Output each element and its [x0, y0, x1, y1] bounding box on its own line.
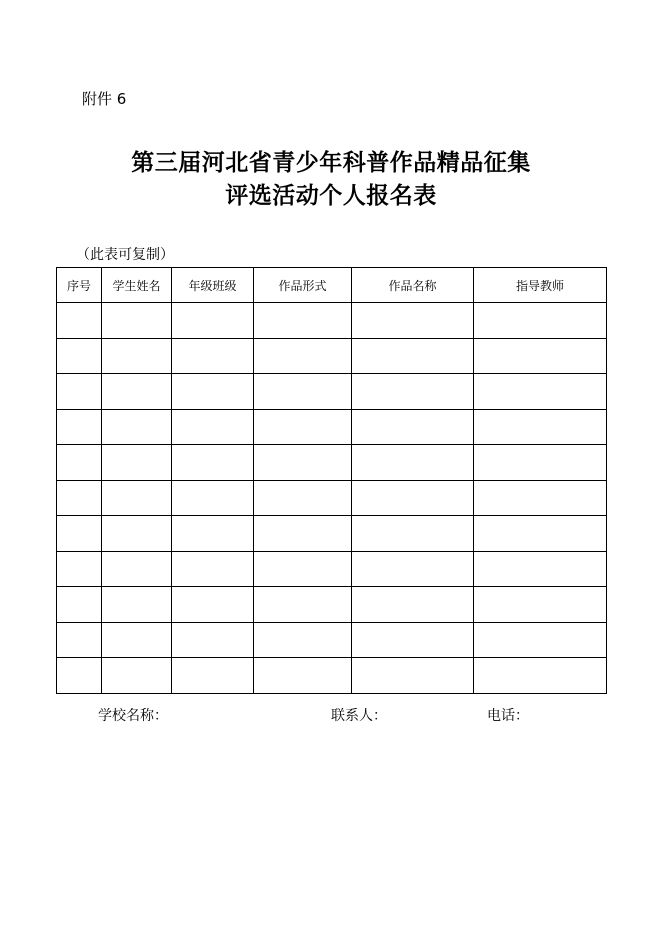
cell-index — [57, 338, 102, 374]
cell-work-title — [352, 303, 474, 339]
contact-person-label: 联系人： — [331, 708, 387, 724]
title-line-1: 第三届河北省青少年科普作品精品征集 — [131, 149, 531, 176]
table-row — [57, 658, 607, 694]
table-row — [57, 622, 607, 658]
cell-work-format — [254, 303, 352, 339]
cell-index — [57, 551, 102, 587]
cell-advisor — [474, 445, 607, 481]
cell-work-format — [254, 551, 352, 587]
table-row — [57, 303, 607, 339]
cell-work-format — [254, 445, 352, 481]
phone-label: 电话： — [487, 708, 529, 724]
cell-work-title — [352, 622, 474, 658]
cell-work-title — [352, 338, 474, 374]
cell-work-title — [352, 445, 474, 481]
cell-student-name — [102, 303, 172, 339]
cell-work-title — [352, 551, 474, 587]
cell-grade-class — [172, 516, 254, 552]
cell-work-format — [254, 374, 352, 410]
cell-student-name — [102, 409, 172, 445]
cell-work-title — [352, 516, 474, 552]
cell-work-format — [254, 587, 352, 623]
copy-note: （此表可复制） — [76, 247, 174, 263]
cell-advisor — [474, 551, 607, 587]
cell-work-format — [254, 658, 352, 694]
table-row — [57, 409, 607, 445]
title-line-2: 评选活动个人报名表 — [225, 182, 437, 209]
cell-student-name — [102, 658, 172, 694]
cell-grade-class — [172, 587, 254, 623]
cell-student-name — [102, 516, 172, 552]
cell-grade-class — [172, 338, 254, 374]
cell-student-name — [102, 551, 172, 587]
cell-index — [57, 409, 102, 445]
table-header-row — [57, 268, 607, 303]
table-row — [57, 338, 607, 374]
cell-index — [57, 480, 102, 516]
header-work-format: 作品形式 — [254, 268, 352, 303]
cell-work-title — [352, 587, 474, 623]
cell-grade-class — [172, 658, 254, 694]
cell-advisor — [474, 658, 607, 694]
cell-student-name — [102, 445, 172, 481]
cell-advisor — [474, 303, 607, 339]
cell-grade-class — [172, 303, 254, 339]
cell-index — [57, 658, 102, 694]
table-row — [57, 445, 607, 481]
cell-grade-class — [172, 551, 254, 587]
cell-advisor — [474, 516, 607, 552]
cell-student-name — [102, 587, 172, 623]
header-work-title: 作品名称 — [352, 268, 474, 303]
cell-advisor — [474, 374, 607, 410]
cell-work-format — [254, 480, 352, 516]
cell-advisor — [474, 587, 607, 623]
cell-student-name — [102, 374, 172, 410]
cell-advisor — [474, 480, 607, 516]
cell-index — [57, 622, 102, 658]
cell-index — [57, 445, 102, 481]
table-row — [57, 587, 607, 623]
cell-grade-class — [172, 445, 254, 481]
table-row — [57, 374, 607, 410]
cell-index — [57, 516, 102, 552]
cell-work-title — [352, 658, 474, 694]
cell-index — [57, 587, 102, 623]
cell-student-name — [102, 480, 172, 516]
registration-table — [56, 267, 607, 694]
cell-work-format — [254, 516, 352, 552]
cell-work-format — [254, 409, 352, 445]
cell-grade-class — [172, 409, 254, 445]
cell-index — [57, 374, 102, 410]
cell-index — [57, 303, 102, 339]
header-student-name: 学生姓名 — [102, 268, 172, 303]
cell-grade-class — [172, 480, 254, 516]
table-row — [57, 480, 607, 516]
header-advisor: 指导教师 — [474, 268, 607, 303]
table-row — [57, 516, 607, 552]
cell-grade-class — [172, 374, 254, 410]
cell-advisor — [474, 409, 607, 445]
header-index: 序号 — [57, 268, 102, 303]
cell-advisor — [474, 622, 607, 658]
cell-work-title — [352, 480, 474, 516]
cell-student-name — [102, 622, 172, 658]
cell-work-title — [352, 409, 474, 445]
annex-label: 附件 6 — [82, 90, 127, 108]
cell-work-format — [254, 338, 352, 374]
cell-work-title — [352, 374, 474, 410]
table-row — [57, 551, 607, 587]
school-name-label: 学校名称： — [98, 708, 168, 724]
header-grade-class: 年级班级 — [172, 268, 254, 303]
cell-grade-class — [172, 622, 254, 658]
cell-student-name — [102, 338, 172, 374]
cell-advisor — [474, 338, 607, 374]
cell-work-format — [254, 622, 352, 658]
table-body — [57, 303, 607, 694]
